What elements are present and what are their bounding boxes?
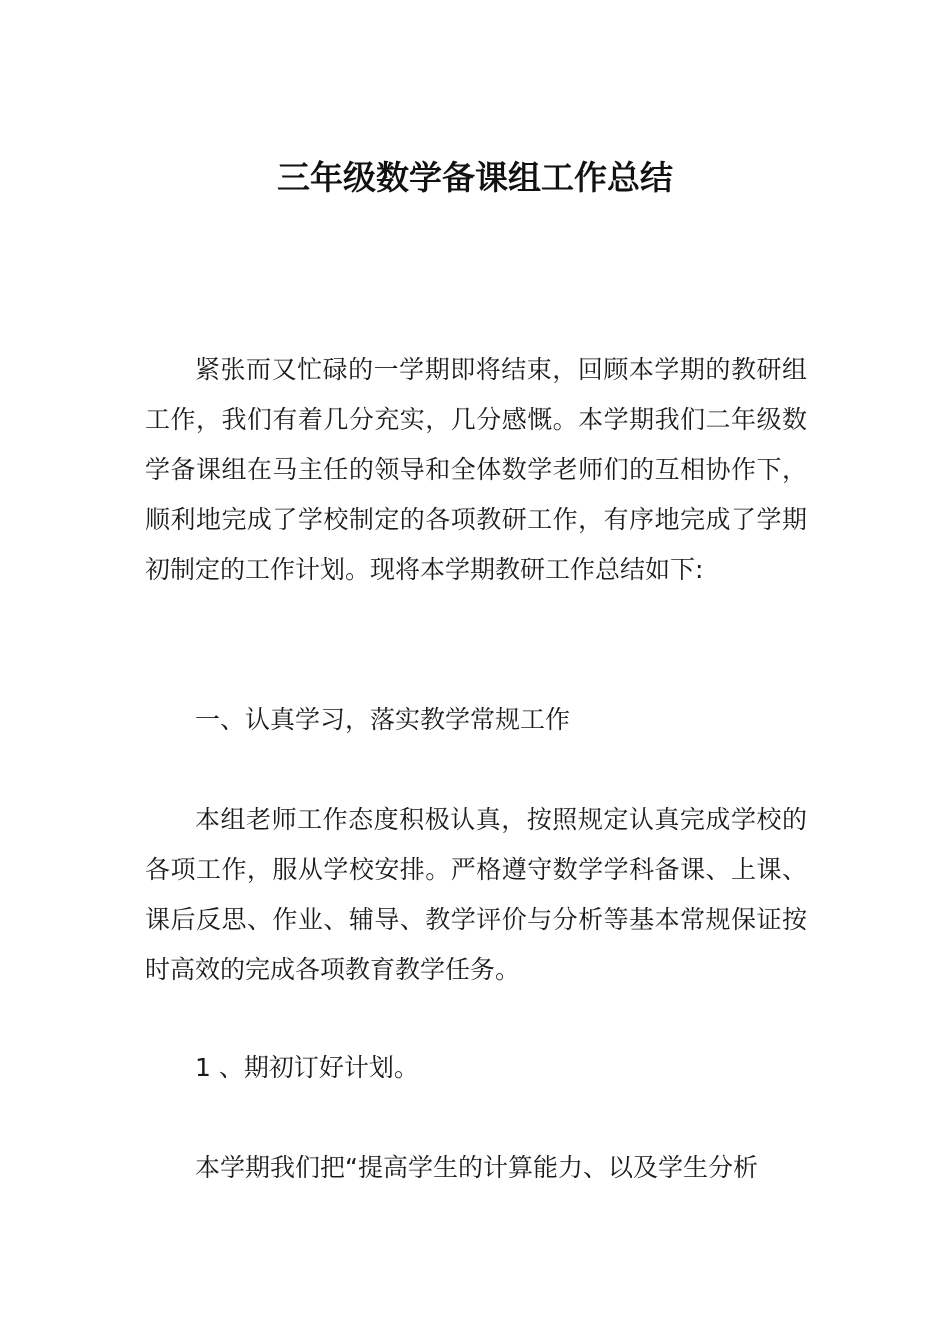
- subsection-heading-1: 1 、期初订好计划。: [195, 1053, 419, 1082]
- body-paragraph: 本组老师工作态度积极认真，按照规定认真完成学校的各项工作，服从学校安排。严格遵守数学学科备课、上课、课后反思、作业、辅导、教学评价与分析等基本常规保证按时高效的完成各项教育教学任务。: [145, 805, 807, 984]
- body-paragraph-truncated: 本学期我们把“提高学生的计算能力、以及学生分析: [195, 1153, 758, 1182]
- document-title: 三年级数学备课组工作总结: [277, 158, 673, 197]
- intro-paragraph: 紧张而又忙碌的一学期即将结束，回顾本学期的教研组工作，我们有着几分充实，几分感慨。本学期我们二年级数学备课组在马主任的领导和全体数学老师们的互相协作下，顺利地完成了学校制定的各项教研工作，有序地完成了学期初制定的工作计划。现将本学期教研工作总结如下:: [145, 355, 807, 584]
- section-heading-1: 一、认真学习，落实教学常规工作: [195, 705, 571, 734]
